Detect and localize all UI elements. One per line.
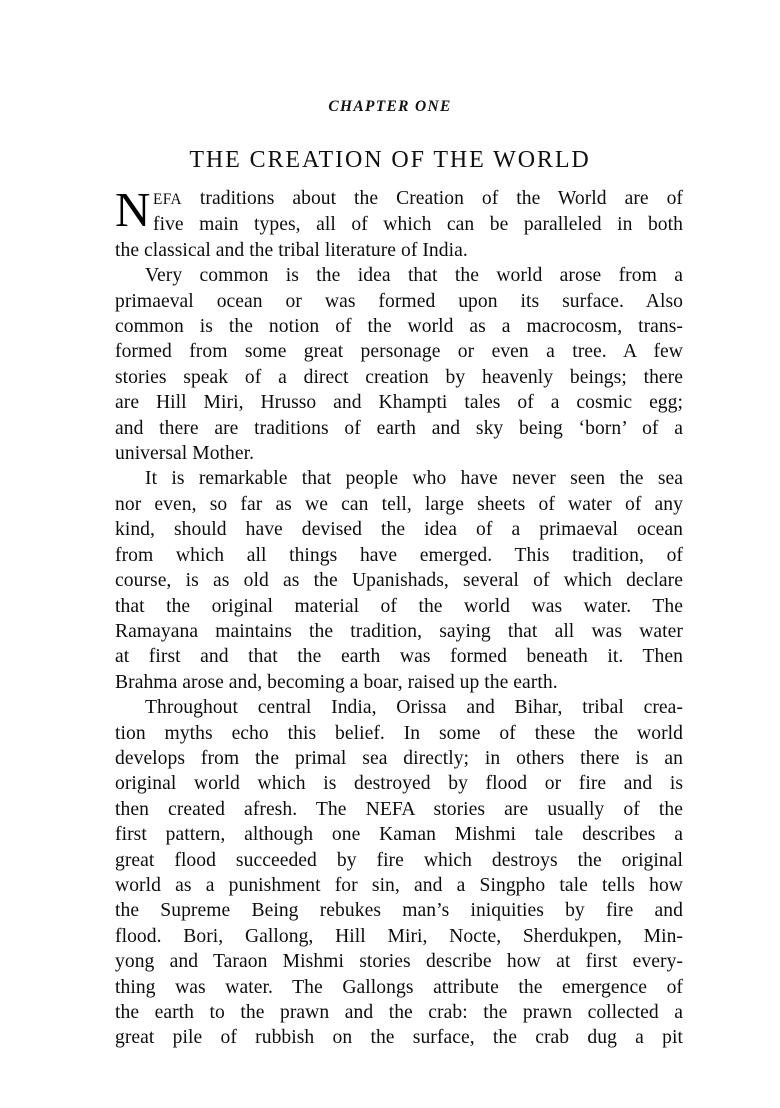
- text-line: formed from some great personage or even a tree. A few: [115, 341, 683, 363]
- text-line: thing was water. The Gallongs attribute the emergence of: [115, 976, 683, 998]
- body-text-block: [115, 182, 683, 1051]
- text-line: that the original material of the world was water. The: [115, 595, 683, 617]
- text-line: and there are traditions of earth and sky being ‘born’ of a: [115, 417, 683, 439]
- text-line: the Supreme Being rebukes man’s iniquities by fire and: [115, 900, 683, 922]
- text-line: kind, should have devised the idea of a primaeval ocean: [115, 519, 683, 541]
- text-line: the earth to the prawn and the crab: the prawn collected a: [115, 1002, 683, 1023]
- text-line: universal Mother.: [115, 443, 255, 465]
- text-line: nor even, so far as we can tell, large sheets of water of any: [115, 493, 683, 515]
- text-line: five main types, all of which can be paralleled in both: [153, 214, 683, 236]
- paragraph-3: [115, 466, 683, 695]
- paragraph-4: [115, 695, 683, 1051]
- text-line: then created afresh. The NEFA stories are usually of the: [115, 798, 683, 820]
- text-line: at first and that the earth was formed beneath it. Then: [115, 646, 683, 668]
- text-line: Very common is the idea that the world arose from a: [145, 265, 683, 287]
- small-caps-run: EFA: [153, 191, 182, 208]
- text-line: yong and Taraon Mishmi stories describe how at first every-: [115, 951, 683, 973]
- text-line: from which all things have emerged. This tradition, of: [115, 544, 683, 566]
- text-line: [115, 186, 683, 212]
- text-line: flood. Bori, Gallong, Hill Miri, Nocte, Sherdukpen, Min-: [115, 925, 683, 947]
- page-title: THE CREATION OF THE WORLD: [189, 147, 591, 174]
- text-line: stories speak of a direct creation by heavenly beings; there: [115, 366, 683, 388]
- text-line: are Hill Miri, Hrusso and Khampti tales of a cosmic egg;: [115, 392, 683, 414]
- text-line: Ramayana maintains the tradition, saying that all was water: [115, 620, 683, 642]
- text-line: original world which is destroyed by flood or fire and is: [115, 773, 683, 795]
- paragraph-2: [115, 263, 683, 466]
- text-line: develops from the primal sea directly; in others there is an: [115, 747, 683, 769]
- text-line: first pattern, although one Kaman Mishmi tale describes a: [115, 824, 683, 846]
- drop-cap-letter: N: [115, 182, 151, 237]
- text-line: great pile of rubbish on the surface, the crab dug a pit: [115, 1027, 683, 1049]
- text-line: the classical and the tribal literature of India.: [115, 239, 468, 261]
- chapter-label: CHAPTER ONE: [328, 98, 452, 115]
- paragraph-opening: [115, 182, 683, 263]
- text-line: It is remarkable that people who have never seen the sea: [145, 468, 683, 490]
- text-line: Throughout central India, Orissa and Bihar, tribal crea-: [145, 697, 683, 719]
- text-line: primaeval ocean or was formed upon its surface. Also: [115, 290, 683, 312]
- text-line-content: traditions about the Creation of the World are of: [181, 188, 683, 209]
- text-line: tion myths echo this belief. In some of these the world: [115, 722, 683, 744]
- text-line: course, is as old as the Upanishads, several of which declare: [115, 570, 683, 592]
- text-line: world as a punishment for sin, and a Singpho tale tells how: [115, 874, 683, 896]
- text-line: Brahma arose and, becoming a boar, raised up the earth.: [115, 671, 558, 693]
- text-line: great flood succeeded by fire which destroys the original: [115, 849, 683, 871]
- text-line: common is the notion of the world as a macrocosm, trans-: [115, 316, 683, 338]
